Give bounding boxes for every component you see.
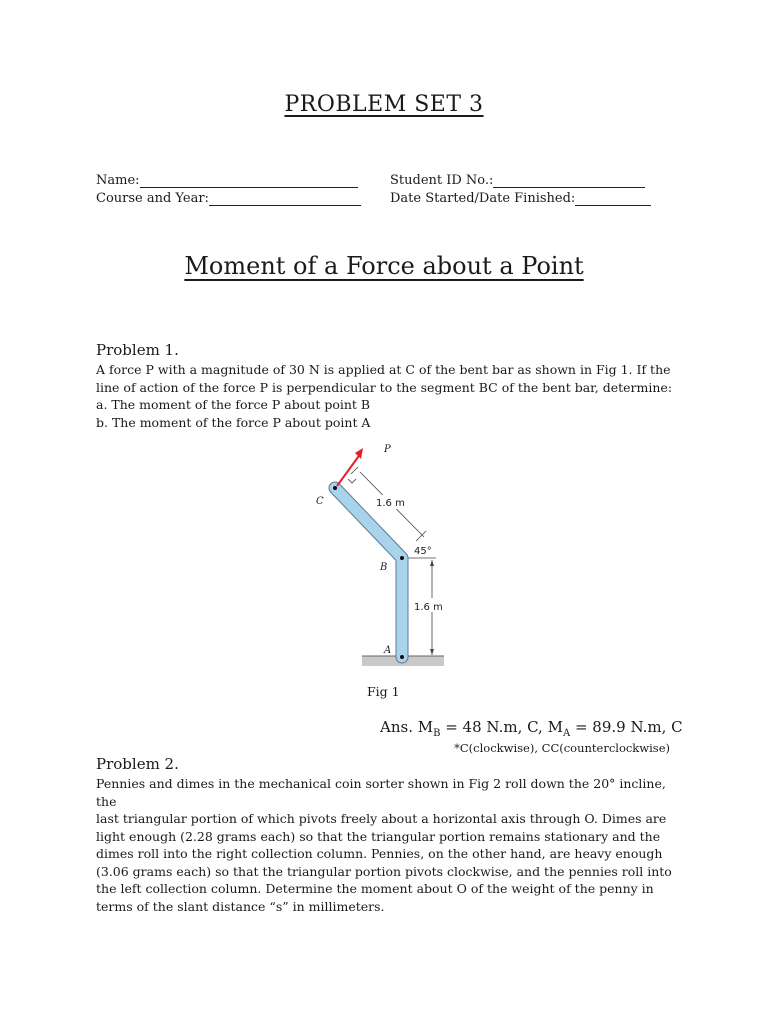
problem-1-text (96, 361, 676, 431)
problem-2-line: dimes roll into the right collection column. Pennies, on the other hand, are heavy enough (96, 846, 663, 861)
problem-2-heading: Problem 2. (96, 755, 179, 773)
problem-1-heading: Problem 1. (96, 341, 179, 359)
label-length-bc: 1.6 m (376, 498, 405, 509)
student-id-label: Student ID No.: (390, 173, 494, 188)
dim-arrow-bottom (430, 649, 434, 655)
student-id-line (493, 175, 645, 188)
name-line (140, 175, 358, 188)
right-angle-mark (348, 479, 356, 483)
problem-2-line: last triangular portion of which pivots freely about a horizontal axis through O. Dimes are (96, 811, 667, 826)
point-c (333, 486, 337, 490)
problem-1-answer (380, 718, 683, 739)
name-label: Name: (96, 173, 140, 188)
problem-1-line: A force P with a magnitude of 30 N is applied at C of the bent bar as shown in Fig 1. If the (96, 362, 671, 377)
dates-label: Date Started/Date Finished: (390, 191, 576, 206)
label-b: B (380, 562, 388, 573)
problem-2-line: Pennies and dimes in the mechanical coin sorter shown in Fig 2 roll down the 20° incline, the (96, 776, 666, 809)
answer-sub-a: A (562, 728, 571, 739)
label-c: C (316, 496, 324, 507)
bent-bar (335, 488, 402, 657)
problem-1-line: a. The moment of the force P about point B (96, 397, 371, 412)
dates-field[interactable] (390, 191, 651, 206)
problem-1-line: b. The moment of the force P about point A (96, 414, 371, 430)
problem-1-line: line of action of the force P is perpendicular to the segment BC of the bent bar, determine: (96, 379, 673, 395)
dim-arrow-top (430, 560, 434, 566)
problem-2-line: terms of the slant distance “s” in millimeters. (96, 898, 385, 914)
problem-2-line: (3.06 grams each) so that the triangular portion pivots clockwise, and the pennies roll into (96, 863, 672, 879)
answer-note: *C(clockwise), CC(counterclockwise) (454, 741, 670, 755)
section-title: Moment of a Force about a Point (184, 252, 584, 280)
answer-mid: = 48 N.m, C, M (440, 718, 563, 736)
figure-1-caption: Fig 1 (367, 684, 400, 699)
course-year-label: Course and Year: (96, 191, 209, 206)
bar-outline-upper (335, 488, 402, 657)
label-length-ab: 1.6 m (414, 602, 443, 613)
student-id-field[interactable] (390, 173, 645, 188)
answer-sub-b: B (433, 728, 441, 739)
label-p: P (384, 444, 391, 455)
dates-line (575, 193, 651, 206)
point-b (400, 556, 404, 560)
page-title: PROBLEM SET 3 (284, 92, 484, 117)
answer-suffix: = 89.9 N.m, C (570, 718, 683, 736)
problem-2-line: the left collection column. Determine the moment about O of the weight of the penny in (96, 881, 654, 896)
problem-2-text (96, 775, 676, 915)
point-a (400, 655, 404, 659)
force-arrow-shaft (337, 453, 361, 486)
label-angle: 45° (414, 546, 432, 557)
answer-prefix: Ans. M (380, 718, 434, 736)
problem-2-line: light enough (2.28 grams each) so that the triangular portion remains stationary and the (96, 828, 661, 844)
label-a: A (384, 645, 392, 656)
dim-ext-b (416, 531, 426, 541)
name-field[interactable] (96, 173, 358, 188)
bent-bar-figure (300, 438, 470, 668)
course-year-field[interactable] (96, 191, 361, 206)
dim-ext-c (351, 467, 358, 474)
course-year-line (209, 193, 361, 206)
